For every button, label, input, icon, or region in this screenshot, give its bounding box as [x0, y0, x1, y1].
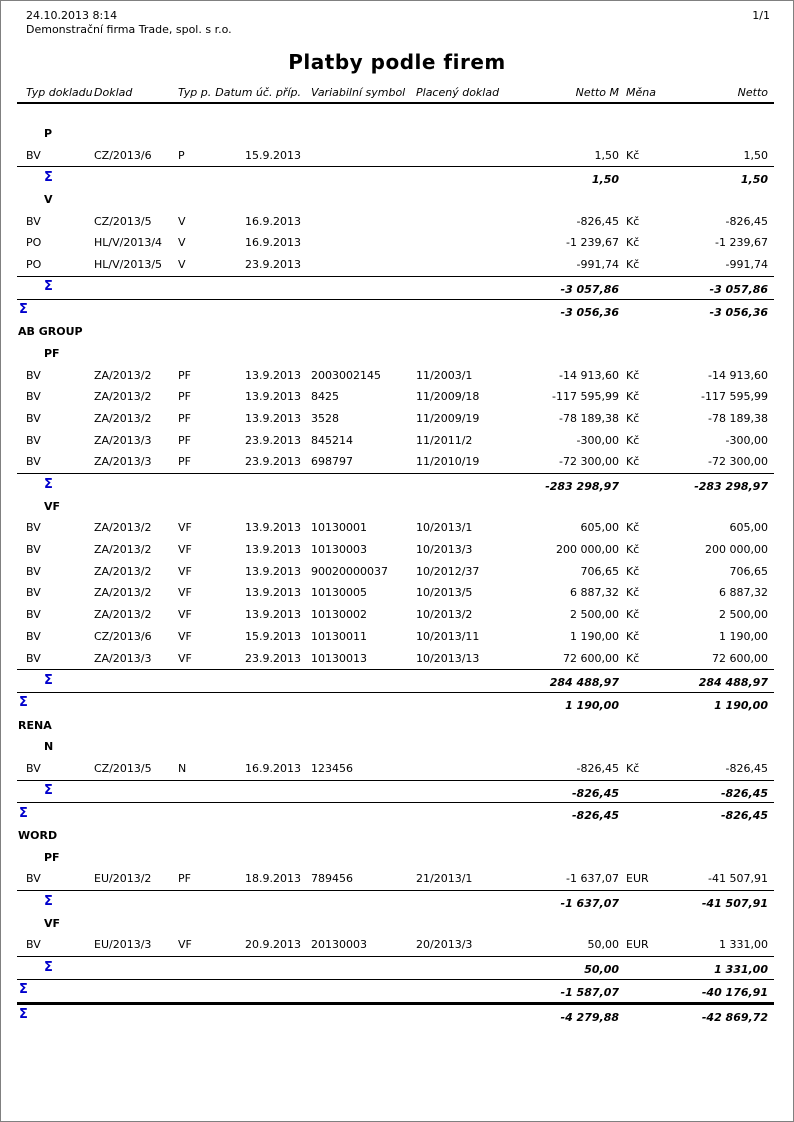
cell-typ-p: VF — [178, 521, 192, 535]
cell-typ-p: PF — [178, 872, 191, 886]
cell-placeny-doklad: 11/2003/1 — [416, 368, 473, 382]
subtotal-row — [17, 780, 774, 803]
subtotal-row — [17, 276, 774, 299]
subtotal-row-netto: -283 298,97 — [694, 480, 768, 493]
cell-typ-p: VF — [178, 608, 192, 622]
table-row — [17, 582, 774, 604]
cell-netto-m: -14 913,60 — [559, 368, 619, 382]
company-total-row-netto-m: -826,45 — [571, 809, 619, 823]
table-row — [17, 604, 774, 626]
cell-doklad: ZA/2013/2 — [94, 390, 152, 404]
subtotal-row — [17, 890, 774, 913]
sigma-icon: Σ — [44, 279, 53, 295]
grand-total-row-netto-m: -4 279,88 — [560, 1010, 619, 1024]
table-row — [17, 539, 774, 561]
sigma-icon: Σ — [19, 695, 28, 711]
subtotal-row-netto-m: -1 637,07 — [560, 897, 619, 911]
cell-netto: 2 500,00 — [719, 608, 768, 622]
payment-type-header — [17, 123, 774, 145]
cell-typ-dokladu: BV — [26, 608, 41, 622]
cell-mena: Kč — [626, 411, 640, 425]
cell-doklad: CZ/2013/6 — [94, 148, 152, 162]
cell-typ-dokladu: BV — [26, 651, 41, 665]
cell-mena: Kč — [626, 455, 640, 469]
subtotal-row-netto-m: 284 488,97 — [549, 676, 619, 690]
cell-netto: -78 189,38 — [708, 411, 768, 425]
firm-name: Demonstrační firma Trade, spol. s r.o. — [26, 23, 232, 36]
cell-variabilni-symbol: 789456 — [311, 872, 353, 886]
cell-typ-p: V — [178, 258, 186, 272]
cell-variabilni-symbol: 8425 — [311, 390, 339, 404]
cell-placeny-doklad: 10/2013/13 — [416, 651, 480, 665]
cell-doklad: HL/V/2013/4 — [94, 236, 163, 250]
company-name: AB GROUP — [18, 325, 83, 339]
cell-mena: EUR — [626, 872, 649, 886]
cell-netto-m: -1 637,07 — [566, 872, 619, 886]
cell-mena: Kč — [626, 368, 640, 382]
page-number: 1/1 — [752, 9, 770, 22]
cell-variabilni-symbol: 3528 — [311, 411, 339, 425]
cell-netto-m: -826,45 — [576, 761, 619, 775]
cell-typ-dokladu: BV — [26, 564, 41, 578]
cell-variabilni-symbol: 10130001 — [311, 521, 367, 535]
cell-typ-p: VF — [178, 543, 192, 557]
cell-placeny-doklad: 10/2013/3 — [416, 543, 473, 557]
company-total-row-netto-m: 1 190,00 — [565, 698, 619, 712]
cell-doklad: EU/2013/2 — [94, 872, 152, 886]
cell-typ-dokladu: BV — [26, 411, 41, 425]
cell-doklad: ZA/2013/2 — [94, 411, 152, 425]
cell-variabilni-symbol: 845214 — [311, 433, 353, 447]
cell-doklad: ZA/2013/2 — [94, 368, 152, 382]
cell-doklad: HL/V/2013/5 — [94, 258, 163, 272]
cell-typ-dokladu: PO — [26, 258, 42, 272]
cell-mena: Kč — [626, 629, 640, 643]
cell-netto: -41 507,91 — [708, 872, 768, 886]
cell-netto-m: 1,50 — [594, 148, 619, 162]
cell-typ-dokladu: BV — [26, 368, 41, 382]
cell-typ-dokladu: BV — [26, 761, 41, 775]
cell-mena: Kč — [626, 651, 640, 665]
company-name: RENA — [18, 718, 52, 732]
cell-typ-p: VF — [178, 629, 192, 643]
cell-doklad: EU/2013/3 — [94, 938, 152, 952]
payment-type-name: VF — [44, 499, 61, 513]
cell-typ-p: V — [178, 236, 186, 250]
subtotal-row-netto-m: -283 298,97 — [545, 480, 619, 493]
cell-mena: Kč — [626, 258, 640, 272]
cell-netto-m: -1 239,67 — [566, 236, 619, 250]
company-total-row — [17, 802, 774, 825]
table-row — [17, 408, 774, 430]
cell-datum: 16.9.2013 — [245, 761, 301, 775]
table-row — [17, 868, 774, 890]
sigma-icon: Σ — [19, 1007, 28, 1022]
cell-netto-m: 2 500,00 — [570, 608, 619, 622]
company-group-header — [17, 715, 774, 737]
cell-typ-p: V — [178, 214, 186, 228]
cell-netto: 200 000,00 — [705, 543, 768, 557]
company-total-row-netto: -3 056,36 — [709, 305, 768, 319]
subtotal-row-netto: -41 507,91 — [701, 897, 768, 911]
sigma-icon: Σ — [44, 893, 53, 909]
cell-doklad: CZ/2013/5 — [94, 761, 152, 775]
cell-datum: 13.9.2013 — [245, 586, 301, 600]
payment-type-header — [17, 496, 774, 518]
sigma-icon: Σ — [19, 982, 28, 998]
subtotal-row — [17, 956, 774, 979]
cell-typ-p: N — [178, 761, 187, 775]
table-row — [17, 561, 774, 583]
cell-variabilni-symbol: 123456 — [311, 761, 353, 775]
cell-placeny-doklad: 10/2012/37 — [416, 564, 480, 578]
cell-netto-m: 605,00 — [580, 521, 619, 535]
table-row — [17, 386, 774, 408]
cell-netto-m: 72 600,00 — [563, 651, 619, 665]
company-total-row — [17, 299, 774, 322]
table-row — [17, 430, 774, 452]
cell-datum: 20.9.2013 — [245, 938, 301, 952]
cell-netto-m: 1 190,00 — [570, 629, 619, 643]
table-row — [17, 451, 774, 473]
cell-netto-m: 200 000,00 — [556, 543, 619, 557]
cell-netto-m: -826,45 — [576, 214, 619, 228]
cell-netto-m: 50,00 — [587, 938, 619, 952]
subtotal-row — [17, 473, 774, 496]
cell-netto: 6 887,32 — [719, 586, 768, 600]
cell-netto: -826,45 — [725, 761, 768, 775]
subtotal-row-netto-m: 1,50 — [591, 173, 619, 187]
company-name: WORD — [18, 829, 58, 842]
table-row — [17, 254, 774, 276]
company-total-row-netto-m: -3 056,36 — [560, 305, 619, 319]
cell-typ-p: PF — [178, 433, 191, 447]
company-total-row-netto: 1 190,00 — [714, 698, 768, 712]
sigma-icon: Σ — [19, 302, 28, 317]
cell-typ-p: VF — [178, 938, 192, 952]
payment-type-header — [17, 736, 774, 758]
cell-datum: 13.9.2013 — [245, 390, 301, 404]
col-header-doklad: Doklad — [94, 86, 133, 99]
cell-netto-m: -300,00 — [576, 433, 619, 447]
cell-datum: 13.9.2013 — [245, 411, 301, 425]
cell-typ-p: VF — [178, 586, 192, 600]
cell-mena: Kč — [626, 148, 640, 162]
subtotal-row-netto: 1 331,00 — [714, 963, 768, 977]
cell-mena: Kč — [626, 390, 640, 404]
payment-type-name: VF — [44, 916, 61, 930]
payment-type-name: N — [44, 740, 54, 754]
cell-typ-p: PF — [178, 411, 191, 425]
cell-netto-m: -991,74 — [576, 258, 619, 272]
cell-datum: 13.9.2013 — [245, 521, 301, 535]
cell-typ-p: PF — [178, 455, 191, 469]
cell-doklad: ZA/2013/2 — [94, 586, 152, 600]
cell-datum: 13.9.2013 — [245, 608, 301, 622]
cell-datum: 13.9.2013 — [245, 564, 301, 578]
cell-placeny-doklad: 10/2013/1 — [416, 521, 473, 535]
col-header-mena: Měna — [626, 86, 656, 99]
cell-typ-dokladu: BV — [26, 586, 41, 600]
company-group-header — [17, 321, 774, 343]
cell-mena: Kč — [626, 761, 640, 775]
cell-netto: -72 300,00 — [708, 455, 768, 469]
cell-placeny-doklad: 21/2013/1 — [416, 872, 473, 886]
cell-netto: 72 600,00 — [712, 651, 768, 665]
cell-mena: Kč — [626, 521, 640, 535]
cell-mena: Kč — [626, 236, 640, 250]
table-row — [17, 648, 774, 670]
subtotal-row-netto: 1,50 — [740, 173, 768, 187]
cell-placeny-doklad: 11/2009/19 — [416, 411, 480, 425]
cell-doklad: ZA/2013/2 — [94, 564, 152, 578]
cell-typ-dokladu: PO — [26, 236, 42, 250]
cell-variabilni-symbol: 10130005 — [311, 586, 367, 600]
payment-type-name: PF — [44, 850, 60, 864]
cell-netto: 605,00 — [729, 521, 768, 535]
grand-total-row-netto: -42 869,72 — [701, 1010, 768, 1024]
company-group-header — [17, 825, 774, 847]
cell-doklad: ZA/2013/3 — [94, 433, 152, 447]
cell-typ-dokladu: BV — [26, 872, 41, 886]
cell-netto: -300,00 — [725, 433, 768, 447]
table-row — [17, 211, 774, 233]
cell-typ-dokladu: BV — [26, 214, 41, 228]
cell-typ-p: PF — [178, 368, 191, 382]
cell-netto: 1,50 — [743, 148, 768, 162]
table-row — [17, 934, 774, 956]
cell-typ-dokladu: BV — [26, 455, 41, 469]
cell-netto: -826,45 — [725, 214, 768, 228]
cell-typ-p: VF — [178, 651, 192, 665]
sigma-icon: Σ — [19, 805, 28, 821]
cell-typ-p: P — [178, 148, 185, 162]
cell-doklad: CZ/2013/6 — [94, 629, 152, 643]
cell-mena: Kč — [626, 586, 640, 600]
sigma-icon: Σ — [44, 959, 53, 975]
col-header-typ-dokladu: Typ dokladu — [26, 86, 93, 99]
table-row — [17, 145, 774, 167]
col-header-datum: Datum úč. příp. — [215, 86, 301, 99]
print-datetime: 24.10.2013 8:14 — [26, 9, 118, 22]
cell-netto: -1 239,67 — [715, 236, 768, 250]
cell-doklad: ZA/2013/3 — [94, 455, 152, 469]
table-row — [17, 626, 774, 648]
col-header-netto-m: Netto M — [575, 86, 619, 99]
cell-datum: 13.9.2013 — [245, 368, 301, 382]
page-title: Platby podle firem — [288, 50, 506, 74]
cell-datum: 16.9.2013 — [245, 214, 301, 228]
payment-type-header — [17, 343, 774, 365]
cell-placeny-doklad: 20/2013/3 — [416, 938, 473, 952]
cell-mena: Kč — [626, 543, 640, 557]
sigma-icon: Σ — [44, 169, 53, 185]
cell-placeny-doklad: 11/2010/19 — [416, 455, 480, 469]
subtotal-row-netto-m: -3 057,86 — [560, 282, 619, 296]
cell-netto: -14 913,60 — [708, 368, 768, 382]
cell-netto: -991,74 — [725, 258, 768, 272]
cell-typ-dokladu: BV — [26, 543, 41, 557]
company-total-row-netto: -826,45 — [720, 809, 768, 823]
cell-mena: EUR — [626, 938, 649, 952]
cell-doklad: ZA/2013/2 — [94, 608, 152, 622]
cell-variabilni-symbol: 2003002145 — [311, 368, 381, 382]
cell-netto: -117 595,99 — [701, 390, 768, 404]
cell-netto-m: -117 595,99 — [552, 390, 619, 404]
cell-datum: 16.9.2013 — [245, 236, 301, 250]
col-header-placeny-doklad: Placený doklad — [416, 86, 500, 99]
sigma-icon: Σ — [44, 476, 53, 492]
cell-placeny-doklad: 10/2013/5 — [416, 586, 473, 600]
cell-placeny-doklad: 11/2011/2 — [416, 433, 473, 447]
col-header-typ-p: Typ p. — [178, 86, 212, 99]
col-header-variabilni-symbol: Variabilní symbol — [311, 86, 406, 99]
cell-mena: Kč — [626, 214, 640, 228]
cell-mena: Kč — [626, 433, 640, 447]
table-row — [17, 758, 774, 780]
cell-netto-m: 706,65 — [580, 564, 619, 578]
payment-type-name: P — [44, 127, 53, 140]
cell-variabilni-symbol: 10130011 — [311, 629, 367, 643]
cell-variabilni-symbol: 10130002 — [311, 608, 367, 622]
column-header-row — [17, 84, 774, 104]
cell-typ-dokladu: BV — [26, 629, 41, 643]
cell-placeny-doklad: 11/2009/18 — [416, 390, 480, 404]
subtotal-row-netto-m: 50,00 — [584, 963, 619, 977]
payment-type-header — [17, 913, 774, 935]
cell-variabilni-symbol: 10130003 — [311, 543, 367, 557]
cell-typ-dokladu: BV — [26, 433, 41, 447]
subtotal-row-netto: 284 488,97 — [698, 676, 768, 690]
cell-netto: 1 190,00 — [719, 629, 768, 643]
cell-doklad: ZA/2013/3 — [94, 651, 152, 665]
cell-datum: 23.9.2013 — [245, 455, 301, 469]
company-total-row-netto: -40 176,91 — [701, 985, 768, 999]
payment-type-name: V — [44, 193, 53, 207]
subtotal-row-netto: -826,45 — [720, 786, 768, 800]
table-row — [17, 517, 774, 539]
cell-netto-m: -72 300,00 — [559, 455, 619, 469]
cell-netto-m: -78 189,38 — [559, 411, 619, 425]
cell-doklad: CZ/2013/5 — [94, 214, 152, 228]
table-row — [17, 365, 774, 387]
cell-mena: Kč — [626, 564, 640, 578]
cell-doklad: ZA/2013/2 — [94, 521, 152, 535]
cell-typ-dokladu: BV — [26, 938, 41, 952]
cell-datum: 18.9.2013 — [245, 872, 301, 886]
cell-typ-p: VF — [178, 564, 192, 578]
company-total-row-netto-m: -1 587,07 — [560, 985, 619, 999]
report-body — [17, 102, 774, 1026]
cell-netto: 706,65 — [729, 564, 768, 578]
col-header-netto: Netto — [737, 86, 768, 99]
subtotal-row-netto-m: -826,45 — [571, 786, 619, 800]
table-row — [17, 232, 774, 254]
cell-typ-dokladu: BV — [26, 521, 41, 535]
cell-datum: 23.9.2013 — [245, 433, 301, 447]
sigma-icon: Σ — [44, 783, 53, 799]
payment-type-name: PF — [44, 346, 60, 360]
cell-datum: 23.9.2013 — [245, 651, 301, 665]
cell-datum: 23.9.2013 — [245, 258, 301, 272]
cell-variabilni-symbol: 698797 — [311, 455, 353, 469]
grand-total-row — [17, 1002, 774, 1027]
cell-datum: 13.9.2013 — [245, 543, 301, 557]
cell-typ-dokladu: BV — [26, 148, 41, 162]
cell-placeny-doklad: 10/2013/2 — [416, 608, 473, 622]
subtotal-row-netto: -3 057,86 — [709, 282, 768, 296]
cell-variabilni-symbol: 20130003 — [311, 938, 367, 952]
cell-doklad: ZA/2013/2 — [94, 543, 152, 557]
subtotal-row — [17, 166, 774, 189]
cell-typ-dokladu: BV — [26, 390, 41, 404]
cell-placeny-doklad: 10/2013/11 — [416, 629, 480, 643]
cell-datum: 15.9.2013 — [245, 629, 301, 643]
payment-type-header — [17, 847, 774, 869]
subtotal-row — [17, 669, 774, 692]
cell-datum: 15.9.2013 — [245, 148, 301, 162]
cell-variabilni-symbol: 10130013 — [311, 651, 367, 665]
company-total-row — [17, 692, 774, 715]
company-total-row — [17, 979, 774, 1002]
sigma-icon: Σ — [44, 672, 53, 688]
cell-typ-p: PF — [178, 390, 191, 404]
cell-mena: Kč — [626, 608, 640, 622]
cell-variabilni-symbol: 90020000037 — [311, 564, 388, 578]
cell-netto-m: 6 887,32 — [570, 586, 619, 600]
payment-type-header — [17, 189, 774, 211]
cell-netto: 1 331,00 — [719, 938, 768, 952]
